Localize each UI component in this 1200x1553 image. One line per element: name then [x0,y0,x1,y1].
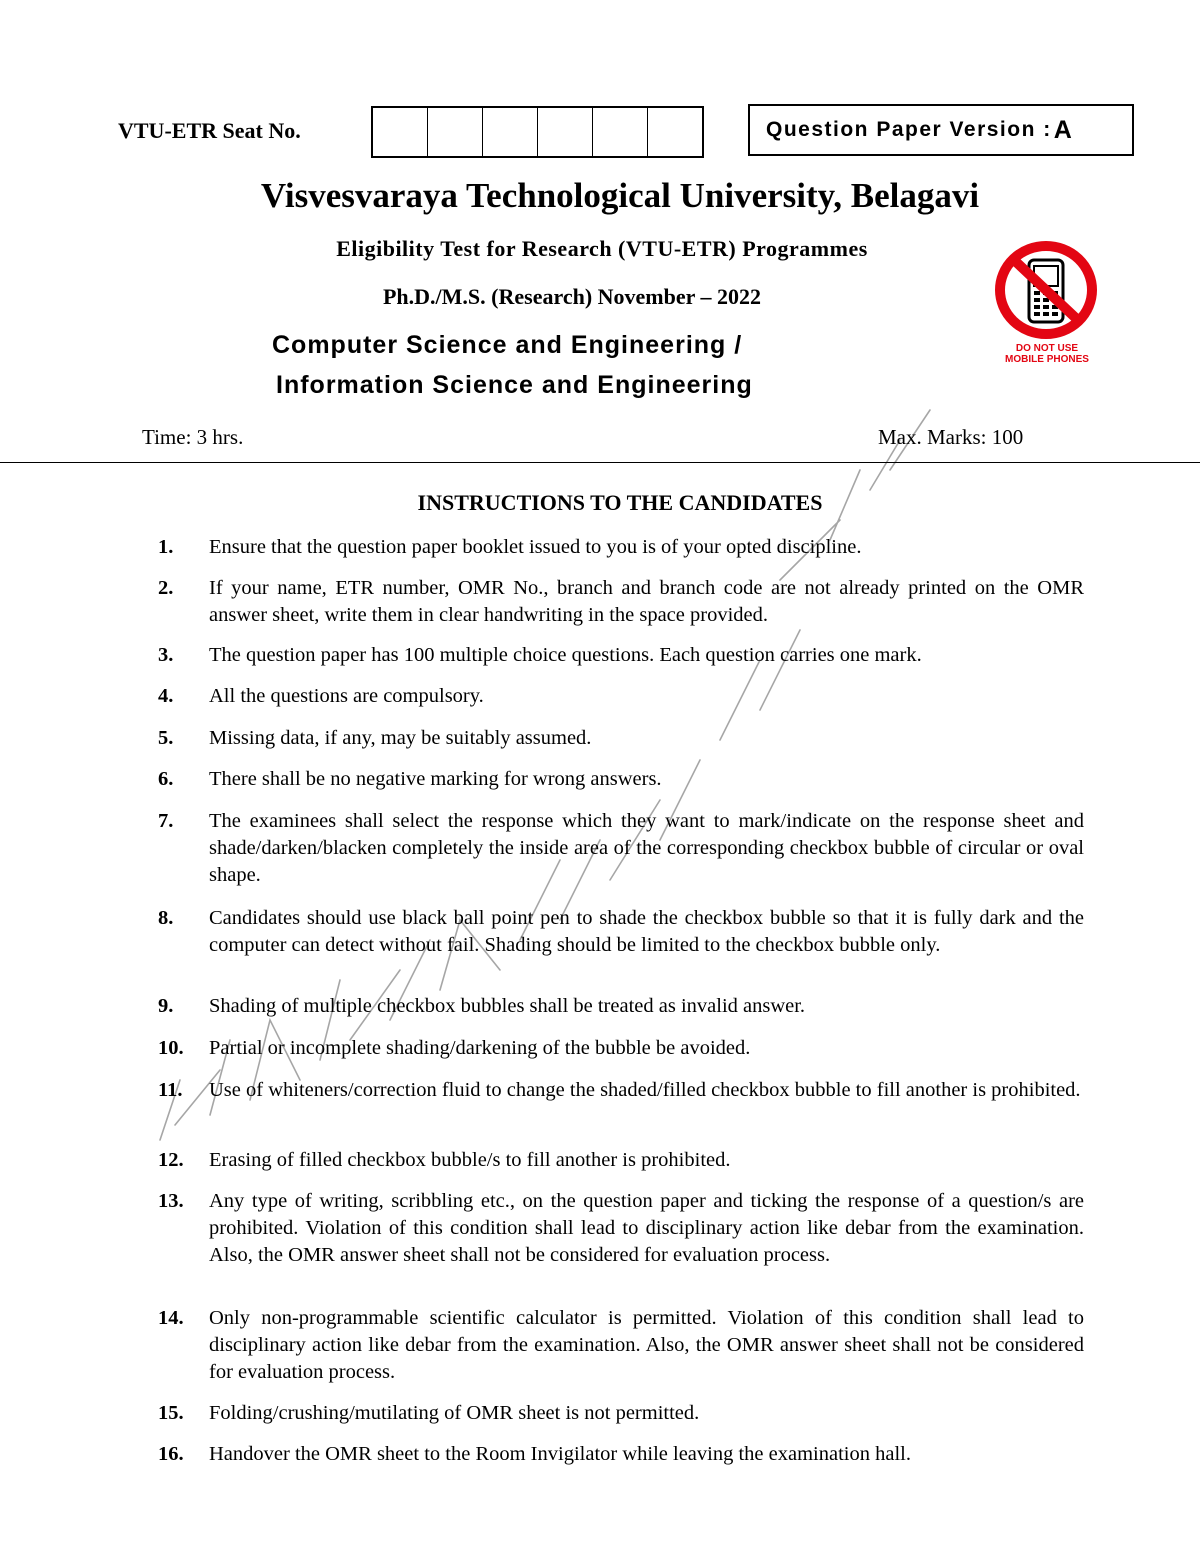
instruction-item [158,808,1084,889]
instruction-text: Folding/crushing/mutilating of OMR sheet is not permitted. [209,1402,700,1424]
instruction-number: 12. [158,1149,184,1171]
seat-number-label: VTU-ETR Seat No. [118,118,301,143]
instruction-item [158,725,1084,752]
instruction-item [158,1441,1084,1468]
instruction-text: Use of whiteners/correction fluid to change the shaded/filled checkbox bubble to fill another is prohibited. [209,1079,1081,1101]
instruction-text: Shading of multiple checkbox bubbles shall be treated as invalid answer. [209,995,806,1017]
seat-digit-box[interactable] [538,108,593,156]
seat-digit-box[interactable] [648,108,702,156]
seat-number-boxes[interactable] [371,106,704,158]
instruction-text: Partial or incomplete shading/darkening of the bubble be avoided. [209,1037,751,1059]
instruction-item [158,993,1084,1020]
seat-digit-box[interactable] [428,108,483,156]
instruction-number: 11. [158,1079,183,1101]
instruction-item [158,575,1084,629]
instruction-number: 1. [158,536,174,558]
instruction-text: The examinees shall select the response which they want to mark/indicate on the response sheet and shade/darken/blacken completely the inside area of the corresponding checkbox bubble of circular or oval shape. [209,810,1084,886]
instructions-heading: INSTRUCTIONS TO THE CANDIDATES [417,490,823,515]
instruction-item [158,1035,1084,1062]
instruction-text: All the questions are compulsory. [209,685,484,707]
phone-notice-line-1: DO NOT USE [1015,343,1079,354]
instruction-item [158,1305,1084,1386]
instruction-number: 10. [158,1037,184,1059]
instruction-number: 7. [158,810,174,832]
version-letter: A [1053,115,1074,144]
exam-title: Eligibility Test for Research (VTU-ETR) Programmes [336,236,868,261]
instruction-text: The question paper has 100 multiple choice questions. Each question carries one mark. [209,644,922,666]
instruction-number: 8. [158,907,174,929]
instruction-number: 2. [158,577,174,599]
instruction-item [158,1188,1084,1269]
instruction-number: 5. [158,727,174,749]
instruction-number: 15. [158,1402,184,1424]
instruction-item [158,1400,1084,1427]
instruction-item [158,534,1084,561]
seat-digit-box[interactable] [373,108,428,156]
instruction-text: Missing data, if any, may be suitably assumed. [209,727,592,749]
no-mobile-phone-icon [992,240,1100,340]
instruction-text: If your name, ETR number, OMR No., branch and branch code are not already printed on the OMR answer sheet, write them in clear handwriting in the space provided. [209,577,1084,626]
instruction-item [158,642,1084,669]
seat-digit-box[interactable] [593,108,648,156]
max-marks: Max. Marks: 100 [878,425,1024,449]
instruction-text: There shall be no negative marking for wrong answers. [209,768,662,790]
phone-notice-text [992,343,1102,365]
instruction-item [158,905,1084,959]
instruction-number: 6. [158,768,174,790]
exam-time: Time: 3 hrs. [142,425,244,449]
phone-notice-line-2: MOBILE PHONES [1005,354,1089,365]
instruction-number: 14. [158,1307,184,1329]
instruction-item [158,1077,1084,1104]
instruction-text: Only non-programmable scientific calculator is permitted. Violation of this condition shall lead to disciplinary action like debar from the examination. Also, the OMR answer sheet shall not be considered for evaluation process. [209,1307,1084,1383]
instruction-text: Erasing of filled checkbox bubble/s to fill another is prohibited. [209,1149,731,1171]
program-line: Ph.D./M.S. (Research) November – 2022 [382,284,762,309]
department-line-2: Information Science and Engineering [276,371,753,399]
instruction-item [158,766,1084,793]
university-title: Visvesvaraya Technological University, Belagavi [260,176,980,215]
seat-digit-box[interactable] [483,108,538,156]
instruction-number: 13. [158,1190,184,1212]
instruction-text: Handover the OMR sheet to the Room Invigilator while leaving the examination hall. [209,1443,911,1465]
instruction-text: Ensure that the question paper booklet issued to you is of your opted discipline. [209,536,862,558]
instruction-item [158,1147,1084,1174]
question-paper-version [748,104,1134,156]
instruction-number: 4. [158,685,174,707]
header-divider [0,462,1200,463]
department-line-1: Computer Science and Engineering / [272,331,743,359]
instruction-text: Candidates should use black ball point pen to shade the checkbox bubble so that it is fully dark and the computer can detect without fail. Shading should be limited to the checkbox bubble only. [209,907,1084,956]
instruction-number: 16. [158,1443,184,1465]
instruction-number: 9. [158,995,174,1017]
instruction-text: Any type of writing, scribbling etc., on the question paper and ticking the response of a question/s are prohibited. Violation of this condition shall lead to disciplinary action like debar from the examination. Also, the OMR answer sheet shall not be considered for evaluation process. [209,1190,1084,1266]
version-label: Question Paper Version : [766,118,1052,141]
instruction-number: 3. [158,644,174,666]
instruction-item [158,683,1084,710]
